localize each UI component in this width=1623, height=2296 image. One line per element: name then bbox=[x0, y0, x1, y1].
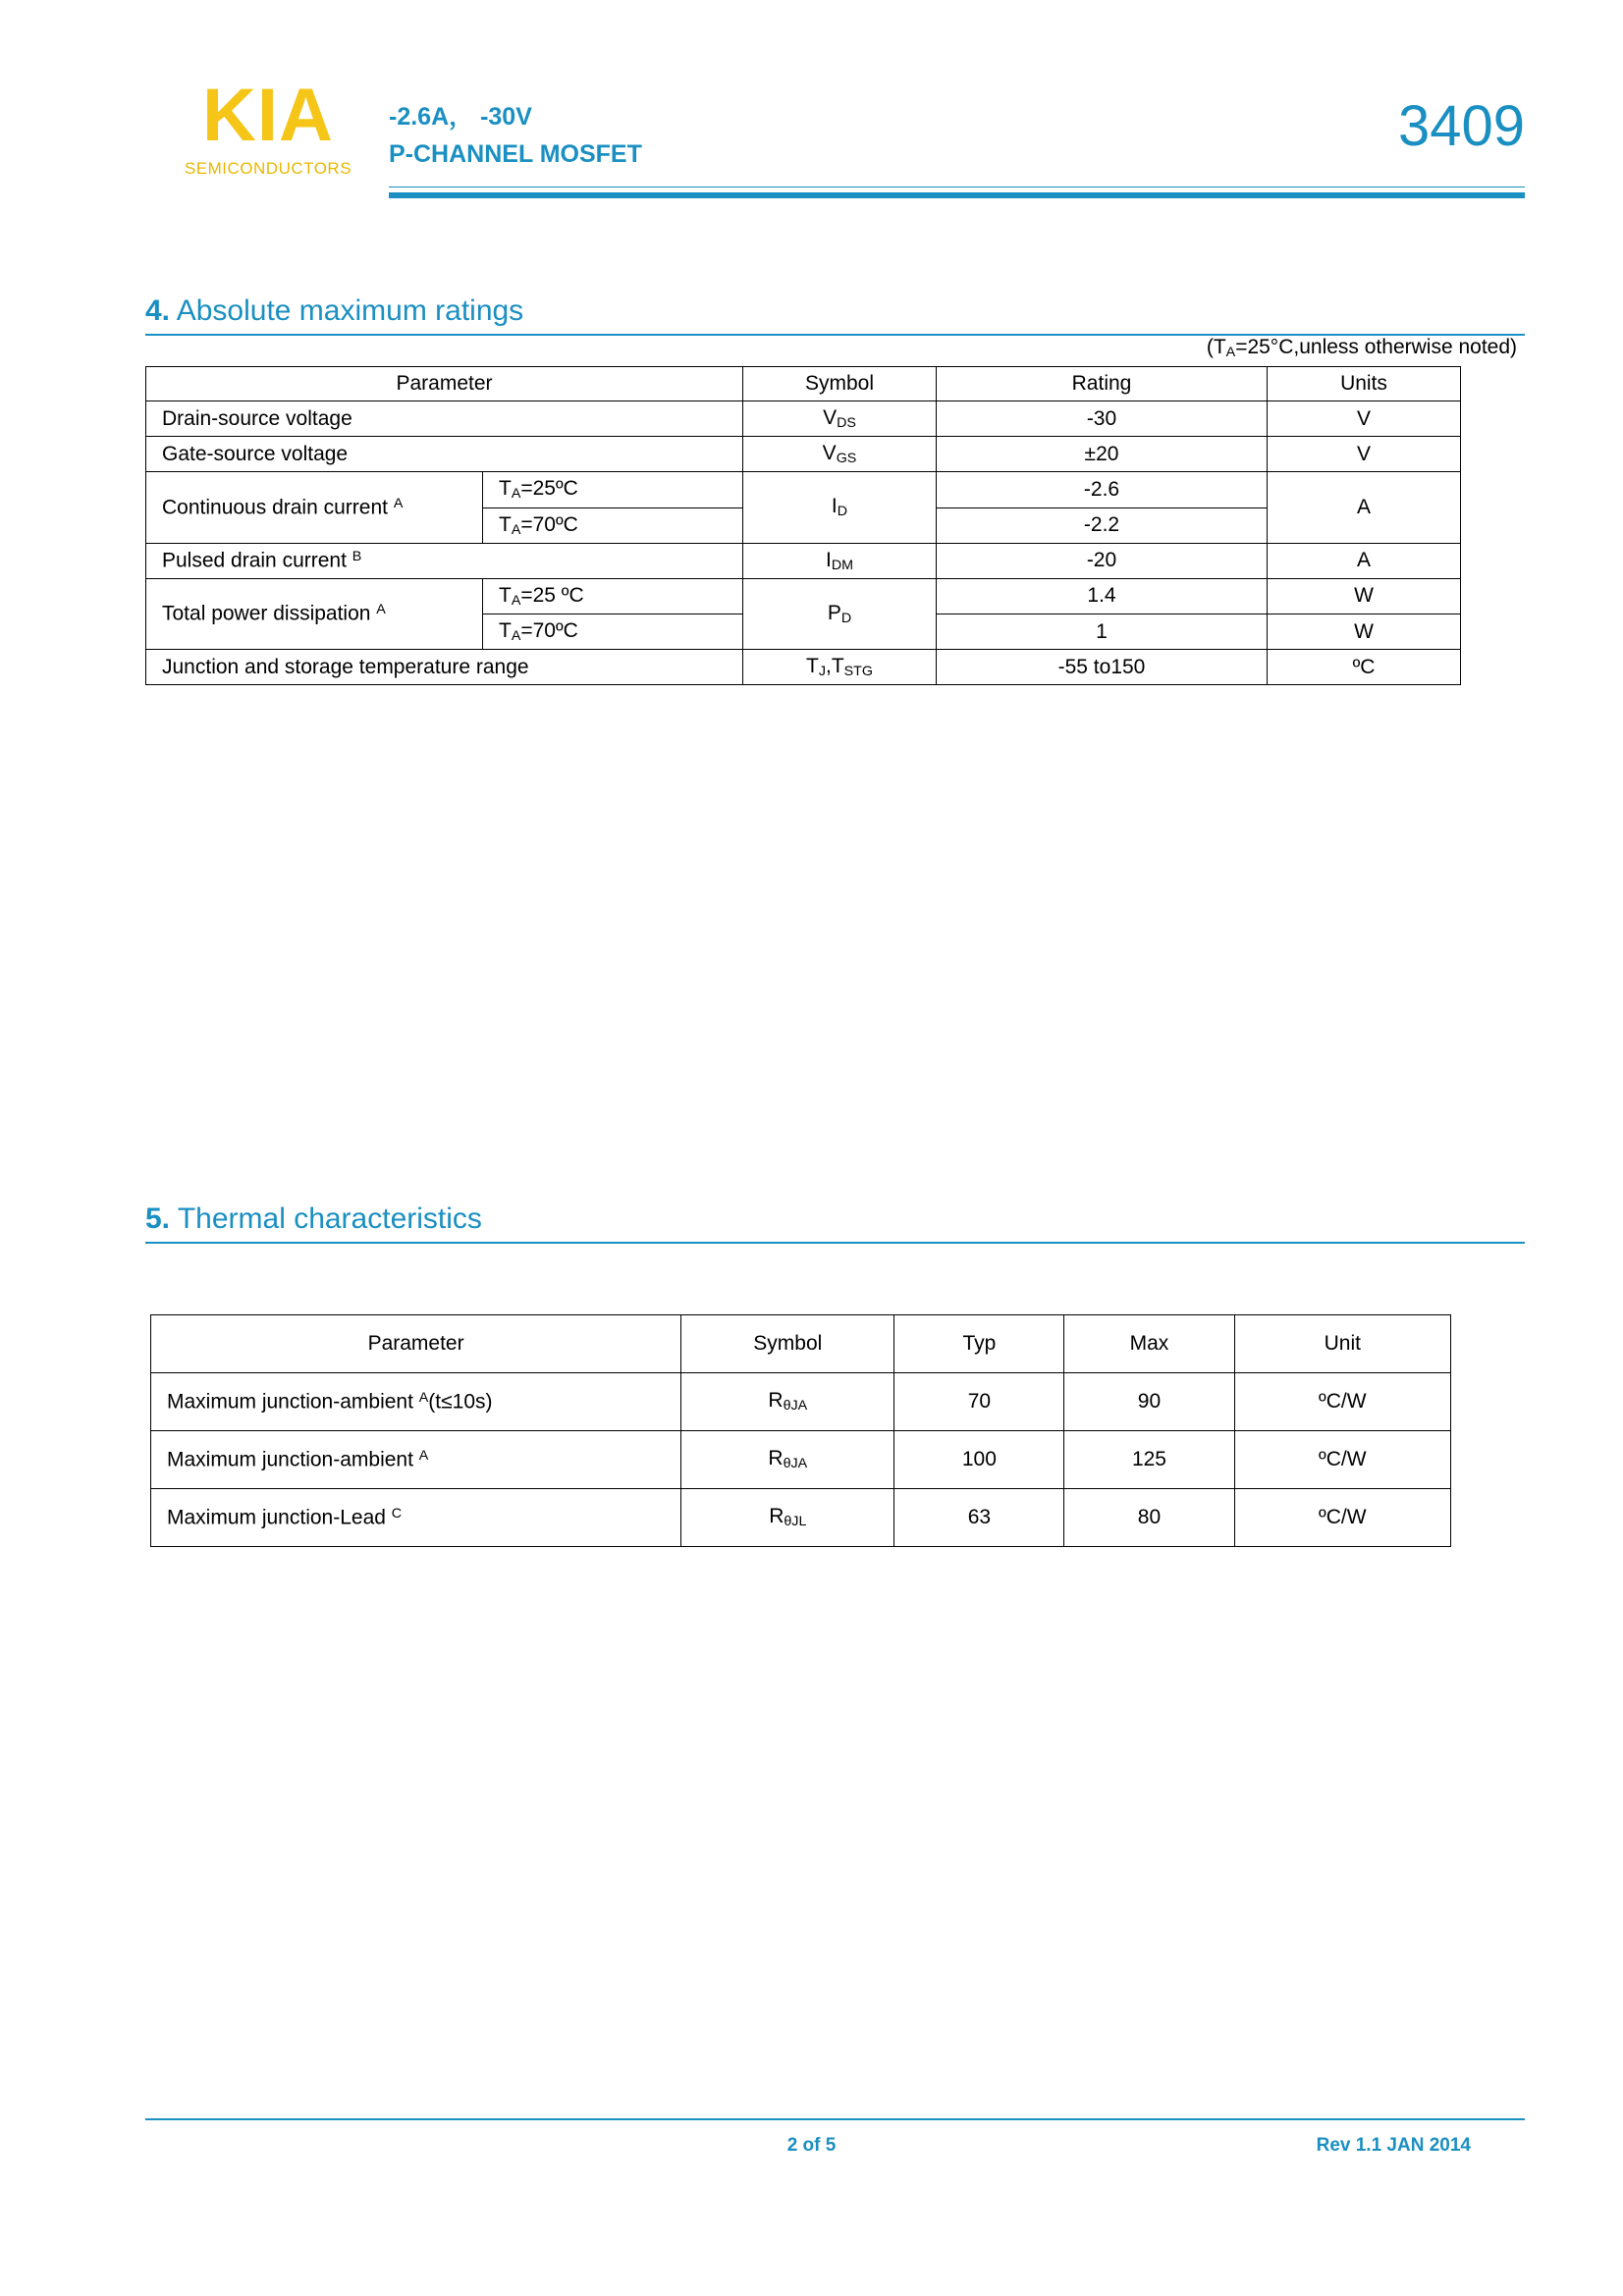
param-pulsed-drain-current: Pulsed drain current $^B$ bbox=[146, 543, 743, 578]
table-row bbox=[146, 401, 1461, 437]
col-header-symbol: Symbol bbox=[681, 1315, 894, 1373]
logo-text: KIA bbox=[202, 74, 334, 157]
conditions-sub: A bbox=[1225, 345, 1236, 361]
unit-rthja-10s: ºC/W bbox=[1234, 1373, 1450, 1431]
header-title-line1: -2.6A， -30V bbox=[389, 103, 532, 131]
page-header bbox=[145, 74, 1525, 214]
symbol-rthja: $R_{\theta JA}$ bbox=[681, 1431, 894, 1489]
typ-rthjl: 63 bbox=[894, 1489, 1064, 1547]
logo-subtitle: SEMICONDUCTORS bbox=[184, 159, 352, 178]
col-header-symbol: Symbol bbox=[743, 367, 937, 401]
section-absolute-maximum-ratings bbox=[145, 294, 1525, 685]
units-vgs: V bbox=[1268, 437, 1461, 472]
table-row bbox=[146, 578, 1461, 614]
param-drain-source-voltage: Drain-source voltage bbox=[146, 401, 743, 437]
units-tj-tstg: ºC bbox=[1268, 650, 1461, 685]
footer-divider bbox=[145, 2118, 1525, 2120]
symbol-tj-tstg: $T_J,T_{STG}$ bbox=[743, 650, 937, 685]
param-junction-storage-temp: Junction and storage temperature range bbox=[146, 650, 743, 685]
symbol-vgs: $V_{GS}$ bbox=[743, 437, 937, 472]
table-header-row bbox=[151, 1315, 1451, 1373]
cond-ta-70c-pd: $T_A=70ºC$ bbox=[483, 614, 743, 649]
table-row bbox=[151, 1489, 1451, 1547]
units-id: A bbox=[1268, 472, 1461, 543]
typ-rthja-10s: 70 bbox=[894, 1373, 1064, 1431]
section5-spacer bbox=[145, 1244, 1525, 1314]
header-divider-thick bbox=[389, 192, 1525, 198]
company-logo bbox=[145, 74, 391, 179]
rating-pd-70c: 1 bbox=[937, 614, 1268, 649]
rating-id-70c: -2.2 bbox=[937, 507, 1268, 543]
table-row bbox=[151, 1373, 1451, 1431]
max-rthjl: 80 bbox=[1064, 1489, 1234, 1547]
param-max-junction-lead: Maximum junction-Lead $^C$ bbox=[151, 1489, 681, 1547]
section5-heading bbox=[145, 1202, 1525, 1242]
header-title-line2: P-CHANNEL MOSFET bbox=[389, 140, 642, 168]
rating-idm: -20 bbox=[937, 543, 1268, 578]
table-row bbox=[146, 650, 1461, 685]
table-row bbox=[146, 437, 1461, 472]
table-header-row bbox=[146, 367, 1461, 401]
col-header-rating: Rating bbox=[937, 367, 1268, 401]
col-header-max: Max bbox=[1064, 1315, 1234, 1373]
header-part-number: 3409 bbox=[1397, 94, 1525, 158]
col-header-units: Units bbox=[1268, 367, 1461, 401]
cond-ta-25c-id: $T_A=25ºC$ bbox=[483, 472, 743, 507]
section4-title: Absolute maximum ratings bbox=[176, 294, 524, 327]
section5-title: Thermal characteristics bbox=[177, 1202, 482, 1235]
col-header-typ: Typ bbox=[894, 1315, 1064, 1373]
footer-page-number: 2 of 5 bbox=[786, 2135, 837, 2156]
symbol-vds: $V_{DS}$ bbox=[743, 401, 937, 437]
max-rthja-10s: 90 bbox=[1064, 1373, 1234, 1431]
symbol-rthja-10s: $R_{\theta JA}$ bbox=[681, 1373, 894, 1431]
unit-rthja: ºC/W bbox=[1234, 1431, 1450, 1489]
col-header-parameter: Parameter bbox=[151, 1315, 681, 1373]
conditions-rest: =25°C,unless otherwise noted) bbox=[1235, 336, 1517, 358]
section4-conditions bbox=[145, 336, 1525, 360]
max-rthja: 125 bbox=[1064, 1431, 1234, 1489]
units-idm: A bbox=[1268, 543, 1461, 578]
table-row bbox=[146, 543, 1461, 578]
thermal-characteristics-table bbox=[150, 1314, 1451, 1547]
param-max-junction-ambient: Maximum junction-ambient $^A$ bbox=[151, 1431, 681, 1489]
units-pd-70c: W bbox=[1268, 614, 1461, 649]
param-continuous-drain-current: Continuous drain current $^A$ bbox=[146, 472, 483, 543]
rating-vds: -30 bbox=[937, 401, 1268, 437]
symbol-pd: $P_D$ bbox=[743, 578, 937, 649]
footer-revision: Rev 1.1 JAN 2014 bbox=[1316, 2135, 1471, 2156]
table-row bbox=[146, 472, 1461, 507]
section-thermal-characteristics bbox=[145, 1202, 1525, 1547]
section4-heading bbox=[145, 294, 1525, 334]
unit-rthjl: ºC/W bbox=[1234, 1489, 1450, 1547]
conditions-prefix: (T bbox=[1206, 336, 1226, 358]
col-header-unit: Unit bbox=[1234, 1315, 1450, 1373]
rating-tj-tstg: -55 to150 bbox=[937, 650, 1268, 685]
param-gate-source-voltage: Gate-source voltage bbox=[146, 437, 743, 472]
cond-ta-70c-id: $T_A=70ºC$ bbox=[483, 507, 743, 543]
symbol-rthjl: $R_{\theta JL}$ bbox=[681, 1489, 894, 1547]
units-vds: V bbox=[1268, 401, 1461, 437]
table-row bbox=[151, 1431, 1451, 1489]
absolute-maximum-ratings-table bbox=[145, 366, 1461, 685]
units-pd-25c: W bbox=[1268, 578, 1461, 614]
cond-ta-25c-pd: $T_A=25$ ºC bbox=[483, 578, 743, 614]
typ-rthja: 100 bbox=[894, 1431, 1064, 1489]
symbol-id: $I_D$ bbox=[743, 472, 937, 543]
rating-id-25c: -2.6 bbox=[937, 472, 1268, 507]
param-total-power-dissipation: Total power dissipation $^A$ bbox=[146, 578, 483, 649]
rating-pd-25c: 1.4 bbox=[937, 578, 1268, 614]
col-header-parameter: Parameter bbox=[146, 367, 743, 401]
section5-number: 5. bbox=[145, 1202, 171, 1235]
section4-number: 4. bbox=[145, 294, 171, 327]
param-max-junction-ambient-10s: Maximum junction-ambient $^A$(t≤10s) bbox=[151, 1373, 681, 1431]
rating-vgs: ±20 bbox=[937, 437, 1268, 472]
symbol-idm: $I_{DM}$ bbox=[743, 543, 937, 578]
header-product-title bbox=[389, 98, 642, 173]
